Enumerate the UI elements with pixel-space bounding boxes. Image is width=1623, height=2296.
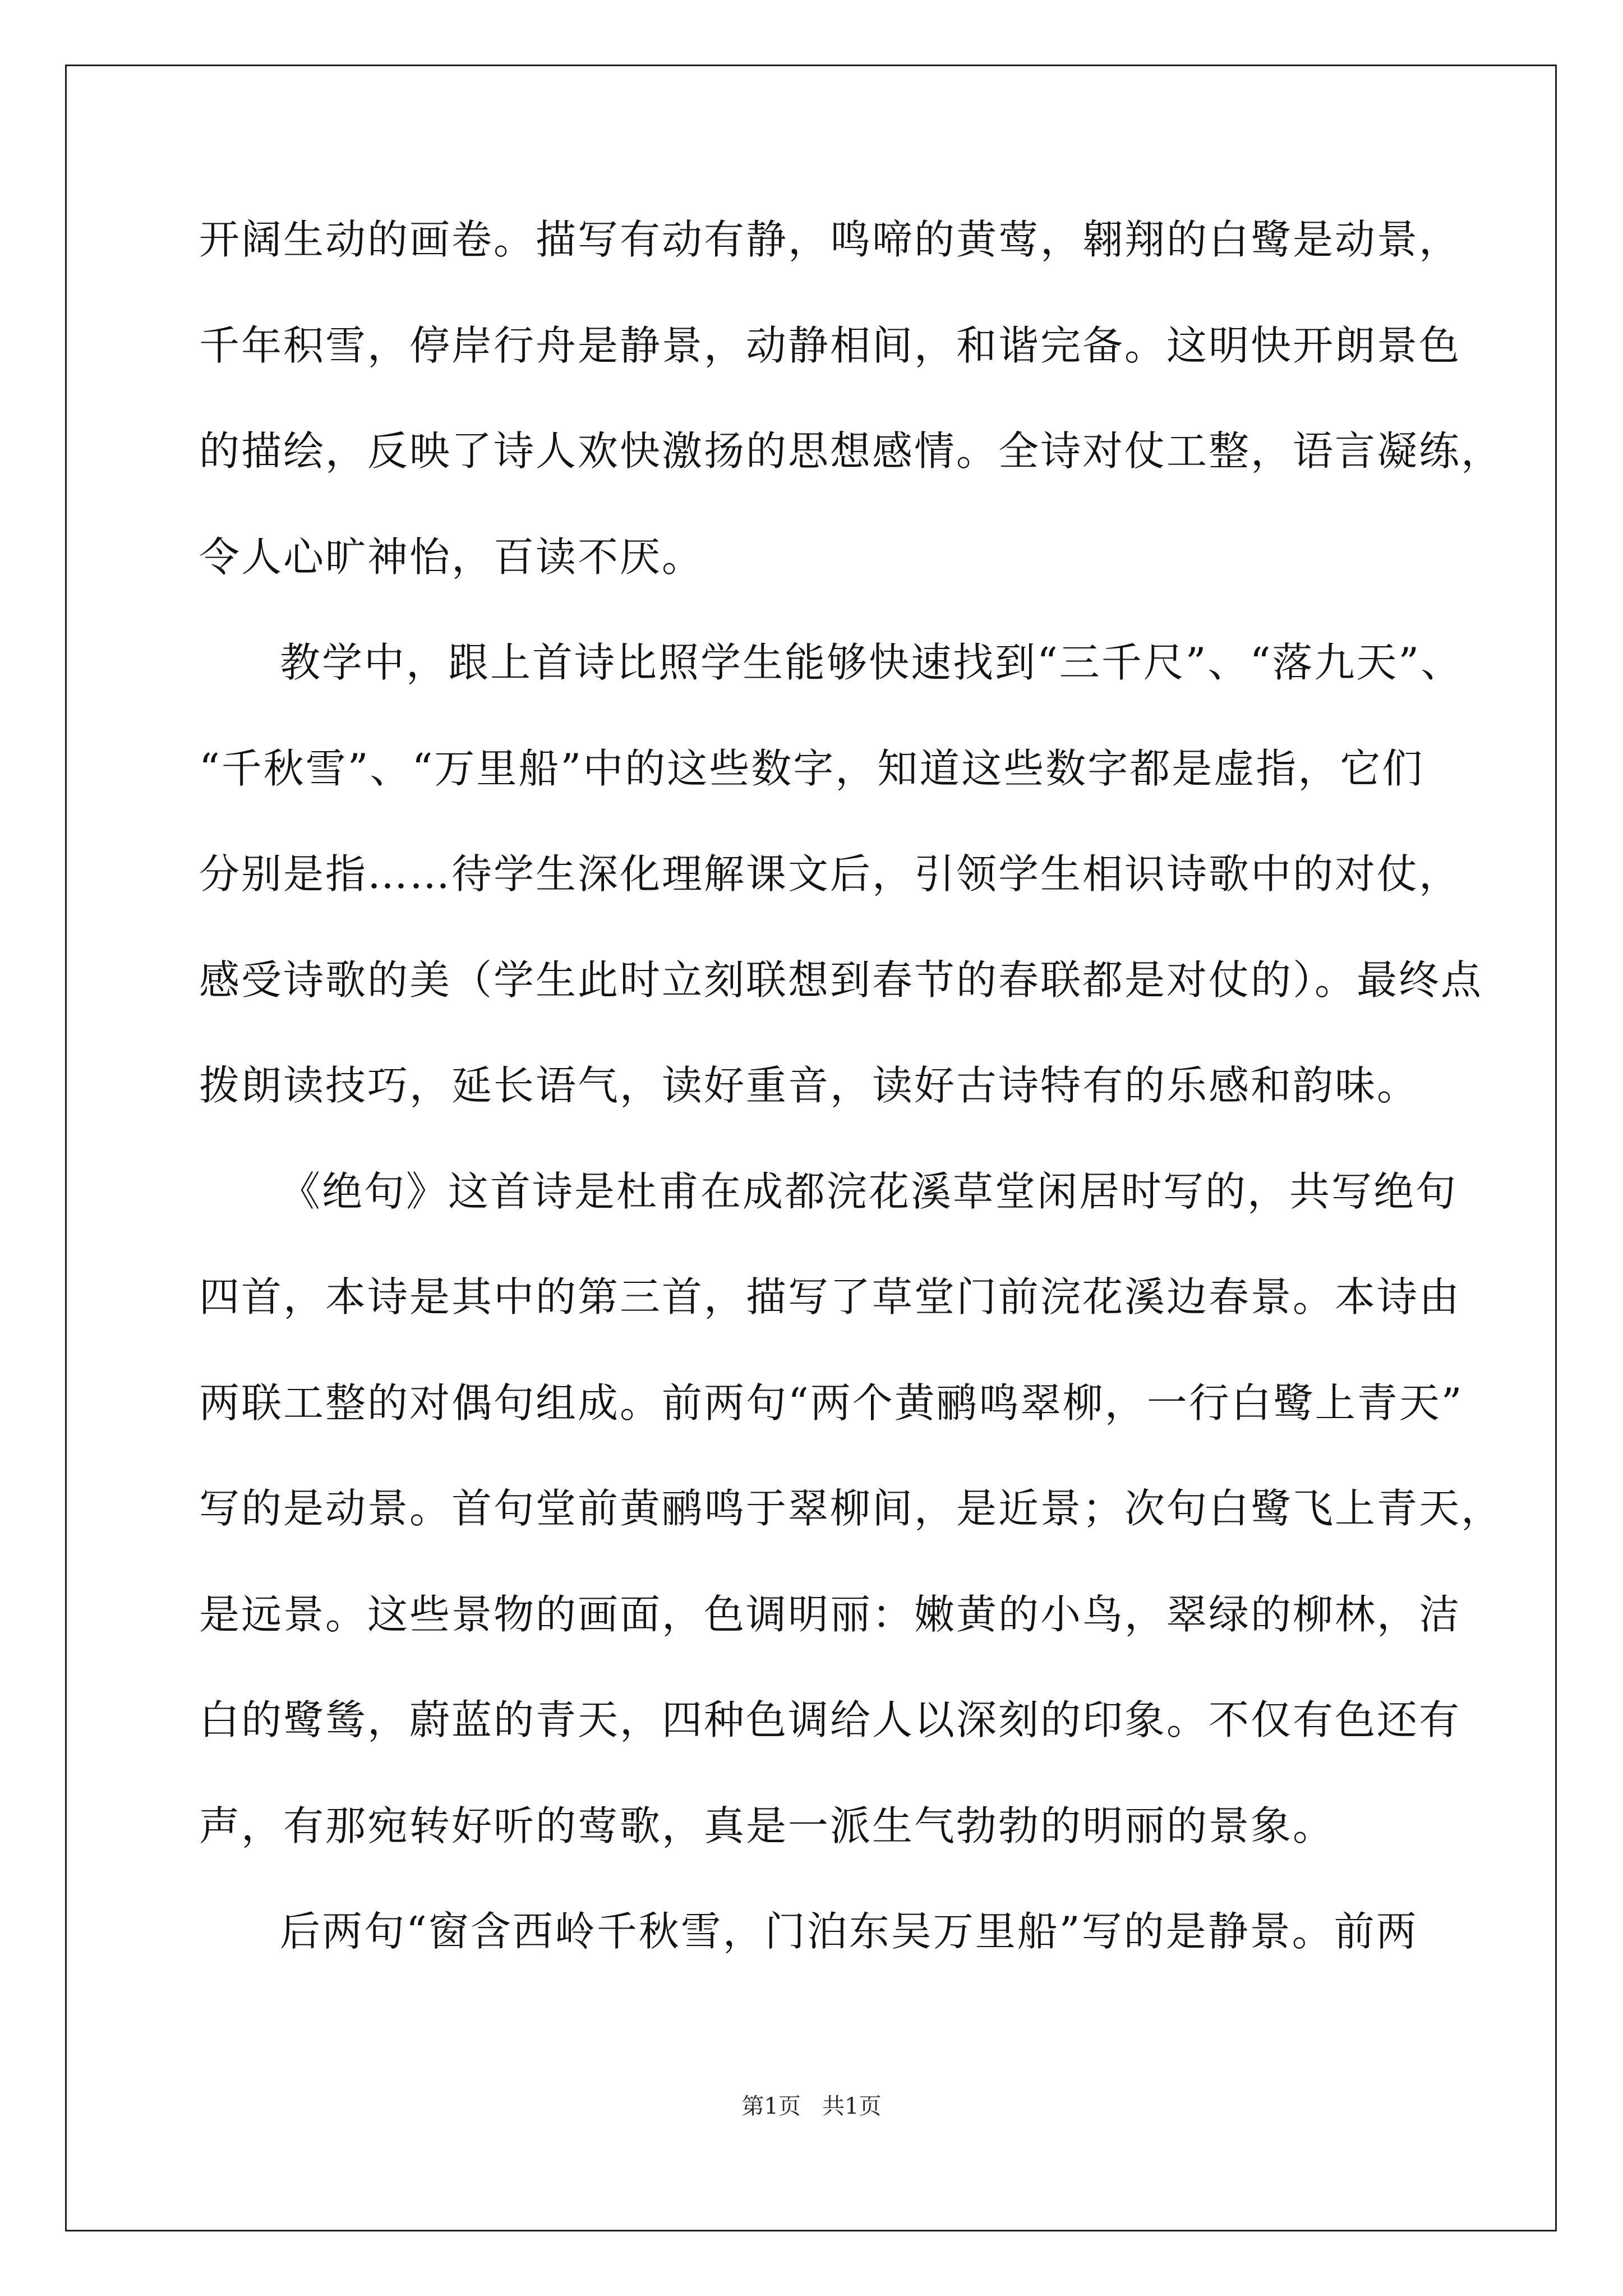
- text-line: 千年积雪，停岸行舟是静景，动静相间，和谐完备。这明快开朗景色: [199, 321, 1461, 369]
- text-line: 白的鹭鸶，蔚蓝的青天，四种色调给人以深刻的印象。不仅有色还有: [199, 1696, 1461, 1743]
- text-line: 声，有那宛转好听的莺歌，真是一派生气勃勃的明丽的景象。: [199, 1802, 1335, 1849]
- text-line: 的描绘，反映了诗人欢快激扬的思想感情。全诗对仗工整，语言凝练，: [199, 427, 1504, 475]
- text-line: 分别是指……待学生深化理解课文后，引领学生相识诗歌中的对仗，: [199, 850, 1461, 898]
- text-line: 开阔生动的画卷。描写有动有静，鸣啼的黄莺，翱翔的白鹭是动景，: [199, 216, 1461, 263]
- paragraph-start-line: 《绝句》这首诗是杜甫在成都浣花溪草堂闲居时写的，共写绝句: [280, 1167, 1458, 1215]
- text-line: 感受诗歌的美（学生此时立刻联想到春节的春联都是对仗的）。最终点: [199, 956, 1483, 1004]
- text-line: 是远景。这些景物的画面，色调明丽：嫩黄的小鸟，翠绿的柳林，洁: [199, 1590, 1461, 1638]
- text-line: 四首，本诗是其中的第三首，描写了草堂门前浣花溪边春景。本诗由: [199, 1273, 1461, 1320]
- text-line: 拨朗读技巧，延长语气，读好重音，读好古诗特有的乐感和韵味。: [199, 1062, 1419, 1109]
- text-line: 两联工整的对偶句组成。前两句“两个黄鹂鸣翠柳，一行白鹭上青天”: [199, 1379, 1464, 1427]
- text-line: 写的是动景。首句堂前黄鹂鸣于翠柳间，是近景；次句白鹭飞上青天，: [199, 1485, 1504, 1532]
- paragraph-start-line: 教学中，跟上首诗比照学生能够快速找到“三千尺”、“落九天”、: [280, 639, 1463, 686]
- page-number-footer: 第1页 共1页: [741, 2093, 882, 2119]
- document-body: [199, 187, 1504, 1985]
- paragraph-start-line: 后两句“窗含西岭千秋雪，门泊东吴万里船”写的是静景。前两: [280, 1908, 1418, 1955]
- text-line: “千秋雪”、“万里船”中的这些数字，知道这些数字都是虚指，它们: [199, 744, 1424, 792]
- text-line: 令人心旷神怡，百读不厌。: [199, 533, 704, 581]
